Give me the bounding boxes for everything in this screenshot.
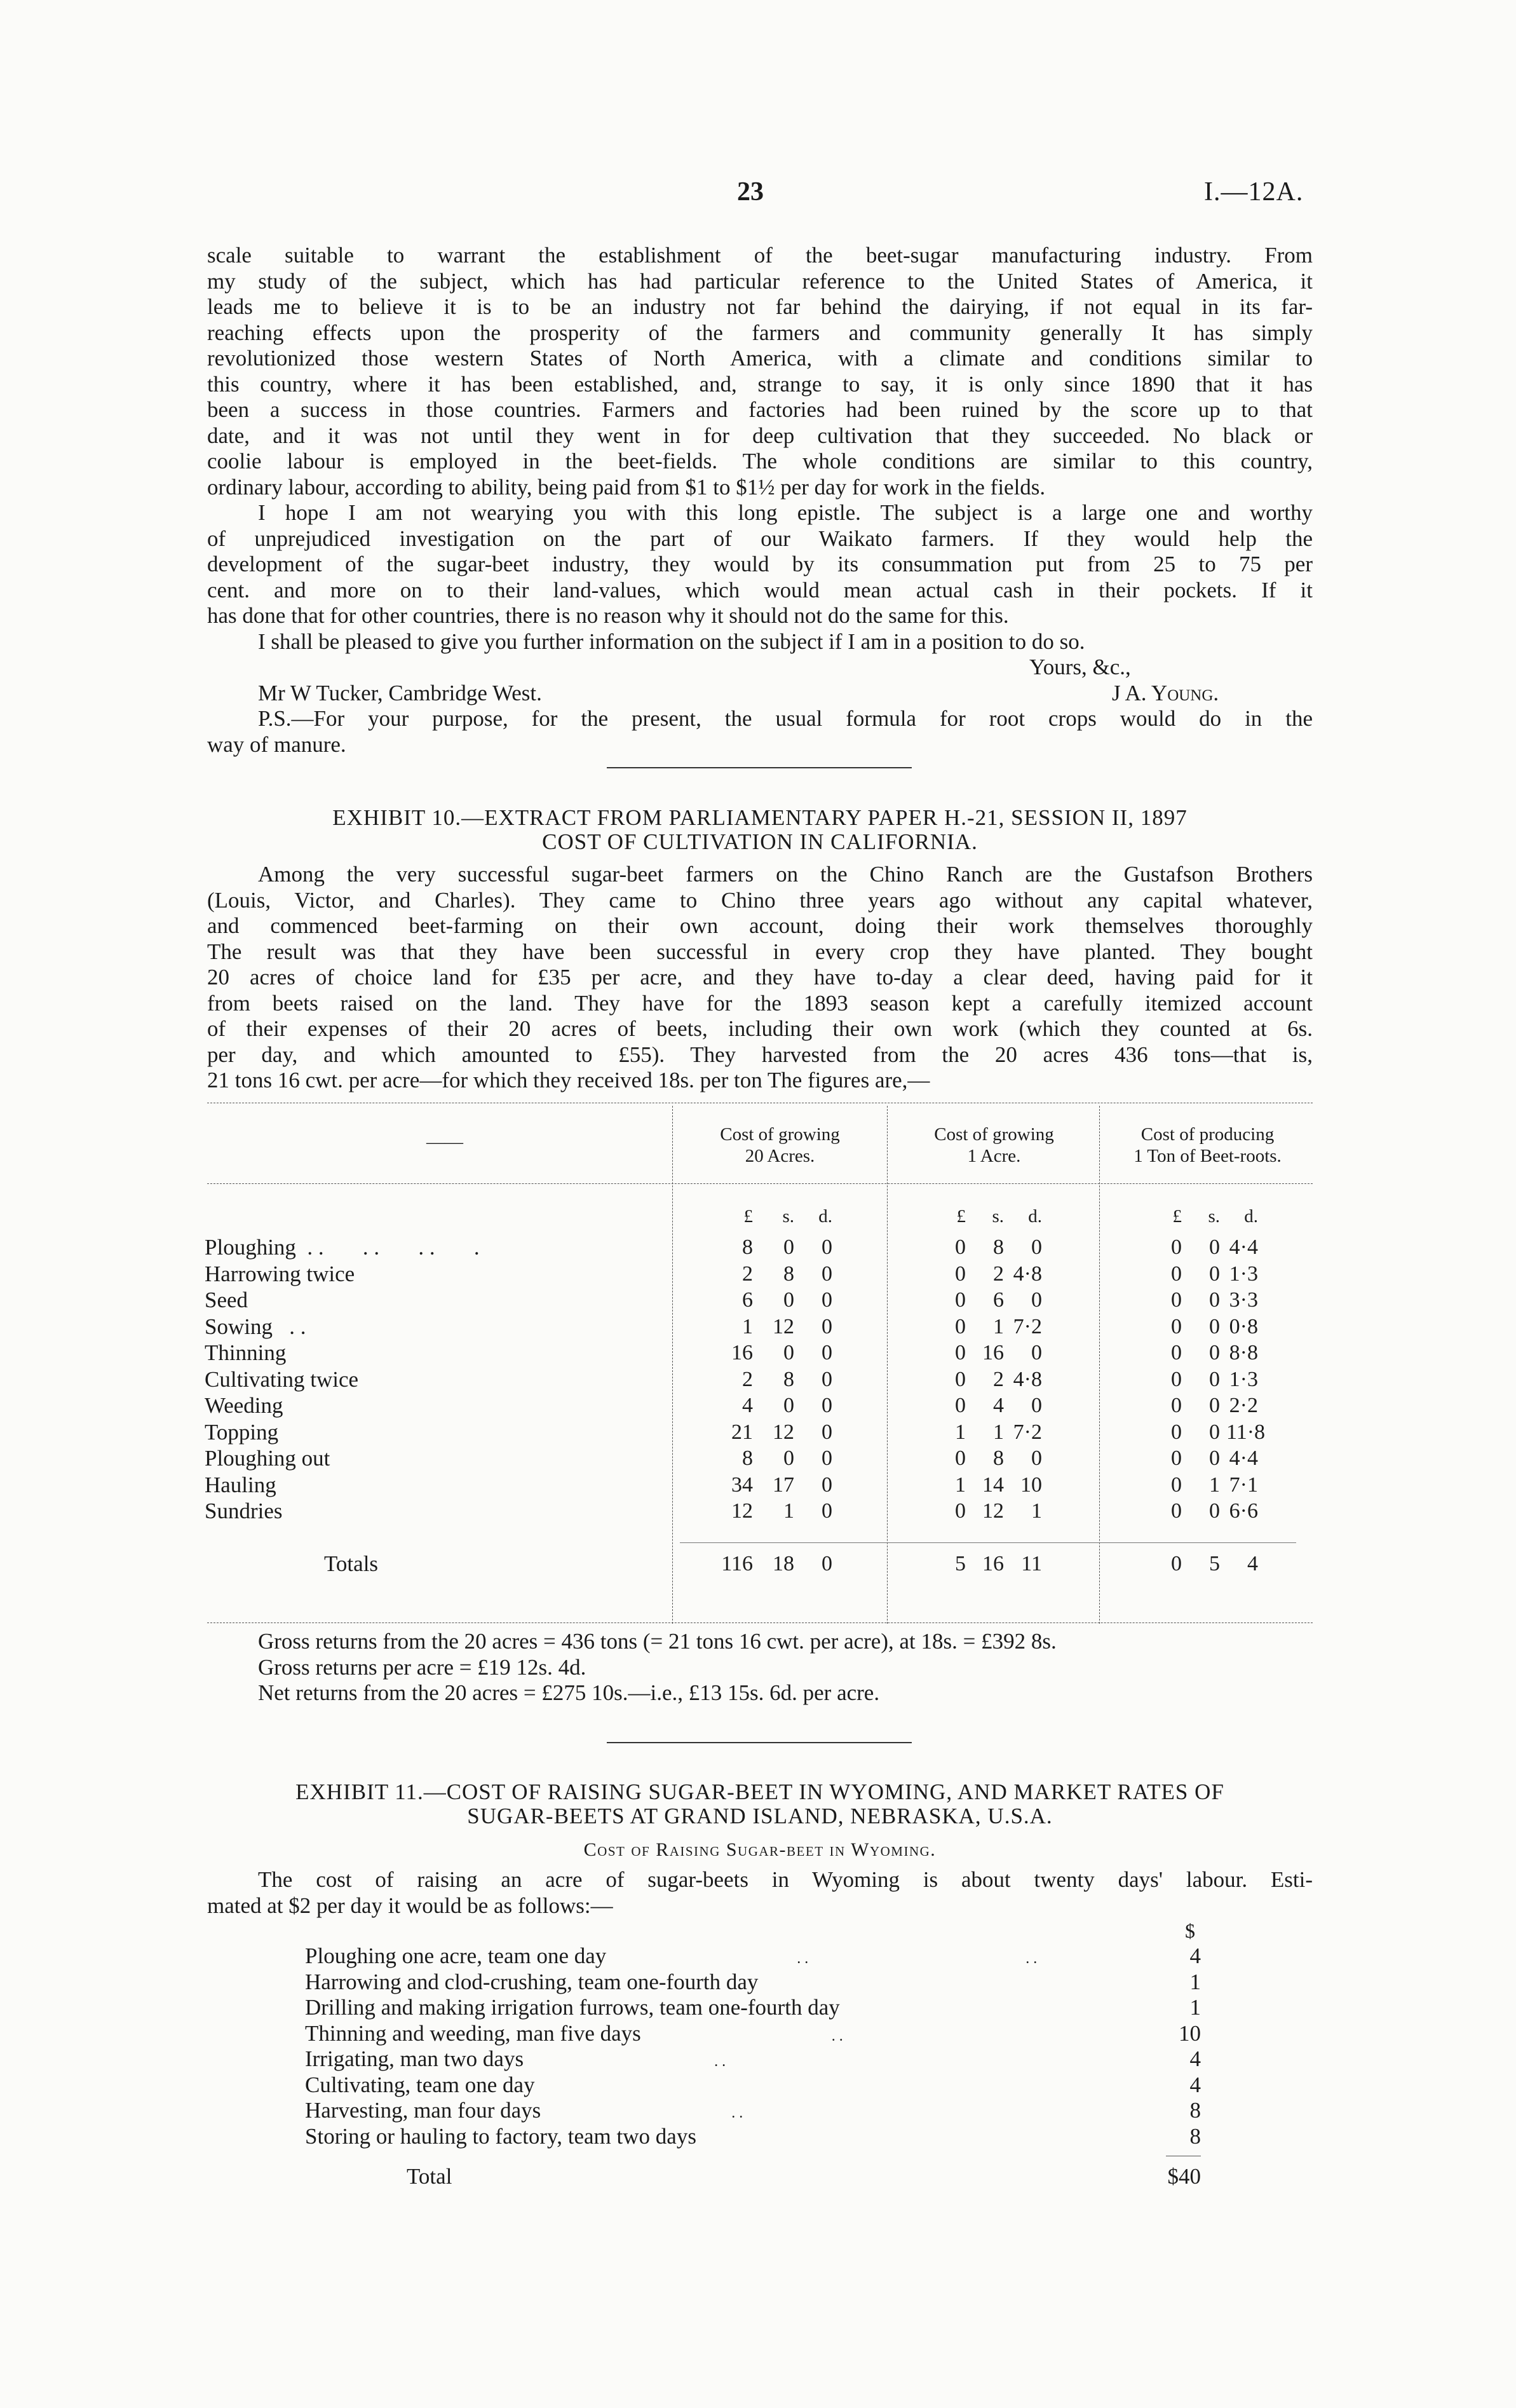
- letter-paragraph-1-line: date, and it was not until they went in for deep cultivation that they succeeded. No black or: [207, 423, 1313, 448]
- gross-returns-total: Gross returns from the 20 acres = 436 tons (= 21 tons 16 cwt. per acre), at 18s. = £392 8s.: [258, 1629, 1057, 1654]
- table-cell: 12: [982, 1499, 1004, 1523]
- totals-cell: 5: [1209, 1552, 1220, 1575]
- exhibit10-paragraph-line: 20 acres of choice land for £35 per acre, and they have to-day a clear deed, having paid for it: [207, 965, 1313, 990]
- table-row-label: Ploughing out: [205, 1446, 330, 1471]
- table-cell: 1·3: [1229, 1367, 1258, 1391]
- table-cell: 0: [1031, 1235, 1042, 1259]
- table-cell: 2: [993, 1262, 1004, 1286]
- table-cell: 4·8: [1013, 1367, 1042, 1391]
- table-cell: 0·8: [1229, 1314, 1258, 1338]
- table-cell: 1·3: [1229, 1262, 1258, 1286]
- exhibit10-paragraph-line: of their expenses of their 20 acres of beets, including their own work (which they counted at 6s.: [207, 1016, 1313, 1041]
- exhibit11-intro-line: The cost of raising an acre of sugar-beets in Wyoming is about twenty days' labour. Esti-: [258, 1867, 1313, 1892]
- totals-cell: 0: [822, 1552, 832, 1575]
- table-cell: 0: [1171, 1341, 1182, 1364]
- page-number: 23: [737, 177, 764, 207]
- gross-returns-per-acre: Gross returns per acre = £19 12s. 4d.: [258, 1654, 586, 1680]
- section-divider: [607, 767, 912, 768]
- table-cell: 2: [993, 1367, 1004, 1391]
- table-cell: 0: [955, 1394, 966, 1417]
- table-cell: 0: [1171, 1288, 1182, 1312]
- cost-item-text: Harrowing and clod-crushing, team one-fourth day: [305, 1969, 759, 1994]
- table-cell: 0: [1209, 1314, 1220, 1338]
- table-cell: 0: [955, 1446, 966, 1470]
- table-cell: 0: [1209, 1288, 1220, 1312]
- exhibit10-paragraph-line: from beets raised on the land. They have for the 1893 season kept a carefully itemized account: [207, 990, 1313, 1016]
- table-cell: 0: [1209, 1394, 1220, 1417]
- table-cell: 14: [982, 1473, 1004, 1497]
- dot-leader: . .: [831, 2027, 843, 2044]
- totals-cell: 11: [1021, 1552, 1042, 1575]
- table-cell: 0: [1171, 1499, 1182, 1523]
- table-cell: 6: [993, 1288, 1004, 1312]
- letter-paragraph-2-line: I hope I am not wearying you with this long epistle. The subject is a large one and worthy: [258, 500, 1313, 525]
- letter-paragraph-1-line: my study of the subject, which has had particular reference to the United States of America, it: [207, 268, 1313, 294]
- totals-cell: 5: [955, 1552, 966, 1575]
- table-corner-header: ——: [426, 1132, 463, 1152]
- table-cell: 7·2: [1013, 1314, 1042, 1338]
- table-cell: 1: [783, 1499, 794, 1523]
- table-row-label: Topping: [205, 1419, 279, 1445]
- table-cell: 0: [1171, 1420, 1182, 1444]
- exhibit11-intro-line: mated at $2 per day it would be as follows:—: [207, 1893, 613, 1918]
- table-cell: 1: [955, 1420, 966, 1444]
- table-cell: 0: [1171, 1262, 1182, 1286]
- total-label: Total: [407, 2164, 452, 2189]
- table-cell: 0: [1171, 1235, 1182, 1259]
- table-row-label: Weeding: [205, 1393, 283, 1418]
- table-row-label: Sowing . .: [205, 1314, 306, 1339]
- cost-item-value: 4: [1189, 2072, 1201, 2097]
- table-cell: 0: [822, 1473, 832, 1497]
- dot-leader: . .: [714, 2053, 726, 2070]
- table-cell: 1: [742, 1314, 753, 1338]
- cost-item-value: 4: [1189, 1943, 1201, 1968]
- table-cell: 0: [783, 1288, 794, 1312]
- table-cell: 8: [783, 1367, 794, 1391]
- totals-cell: 116: [721, 1552, 753, 1575]
- table-cell: 0: [1031, 1341, 1042, 1364]
- table-cell: 0: [822, 1262, 832, 1286]
- unit-label: £: [1172, 1206, 1182, 1227]
- letter-paragraph-2-line: of unprejudiced investigation on the part of our Waikato farmers. If they would help the: [207, 526, 1313, 551]
- table-cell: 0: [955, 1288, 966, 1312]
- table-cell: 10: [1020, 1473, 1042, 1497]
- table-cell: 0: [1171, 1473, 1182, 1497]
- table-cell: 0: [1209, 1341, 1220, 1364]
- letter-paragraph-2-line: development of the sugar-beet industry, they would by its consummation put from 25 to 75 per: [207, 552, 1313, 576]
- table-cell: 2: [742, 1367, 753, 1391]
- cost-item-value: 1: [1189, 1969, 1201, 1994]
- cost-item-text: Drilling and making irrigation furrows, team one-fourth day: [305, 1995, 840, 2020]
- cost-item-text: Thinning and weeding, man five days: [305, 2020, 641, 2046]
- table-cell: 8·8: [1229, 1341, 1258, 1364]
- letter-paragraph-1-line: revolutionized those western States of North America, with a climate and conditions similar to: [207, 346, 1313, 371]
- table-row-label: Hauling: [205, 1472, 276, 1497]
- cost-item-label: [305, 2046, 726, 2075]
- totals-cell: 18: [773, 1552, 794, 1575]
- cost-item-label: [305, 2021, 843, 2050]
- cost-item-text: Ploughing one acre, team one day: [305, 1943, 607, 1968]
- table-row-label: Seed: [205, 1288, 248, 1312]
- exhibit10-paragraph-line: The result was that they have been successful in every crop they have planted. They bought: [207, 939, 1313, 964]
- table-cell: 1: [993, 1420, 1004, 1444]
- table-cell: 6·6: [1229, 1499, 1258, 1523]
- letter-paragraph-1-line: ordinary labour, according to ability, being paid from $1 to $1½ per day for work in the fields.: [207, 474, 1046, 500]
- table-cell: 0: [1209, 1420, 1220, 1444]
- table-cell: 1: [1031, 1499, 1042, 1523]
- document-reference: I.—12A.: [1204, 177, 1304, 207]
- table-cell: 0: [955, 1314, 966, 1338]
- table-cell: 0: [1209, 1262, 1220, 1286]
- letter-paragraph-3: I shall be pleased to give you further information on the subject if I am in a position to do so.: [258, 629, 1085, 654]
- exhibit11-intro: [207, 1867, 1313, 1919]
- unit-label: s.: [992, 1206, 1004, 1227]
- cost-item-value: 10: [1179, 2020, 1201, 2046]
- table-cell: 8: [993, 1446, 1004, 1470]
- exhibit11-subtitle: Cost of Raising Sugar-beet in Wyoming.: [583, 1839, 937, 1860]
- table-cell: 0: [955, 1235, 966, 1259]
- unit-label: d.: [818, 1206, 832, 1227]
- exhibit10-title: EXHIBIT 10.—EXTRACT FROM PARLIAMENTARY PAPER H.-21, SESSION II, 1897 COST OF CULTIVATION IN CALIFORNIA.: [332, 805, 1188, 854]
- cost-item-value: 4: [1189, 2046, 1201, 2071]
- table-cell: 0: [1031, 1288, 1042, 1312]
- letter-paragraph-1: [207, 243, 1313, 500]
- cost-item-label: [305, 2072, 535, 2098]
- table-cell: 0: [955, 1262, 966, 1286]
- table-cell: 0: [822, 1499, 832, 1523]
- exhibit10-paragraph-line: Among the very successful sugar-beet farmers on the Chino Ranch are the Gustafson Brothers: [258, 862, 1313, 887]
- table-cell: 12: [773, 1420, 794, 1444]
- table-cell: 0: [822, 1288, 832, 1312]
- table-cell: 0: [1031, 1394, 1042, 1417]
- letter-paragraph-2-line: has done that for other countries, there is no reason why it should not do the same for this.: [207, 603, 1009, 628]
- table-cell: 1: [955, 1473, 966, 1497]
- table-cell: 16: [731, 1341, 753, 1364]
- cost-item-label: [305, 1995, 840, 2021]
- table-cell: 8: [742, 1235, 753, 1259]
- totals-cell: 4: [1247, 1552, 1258, 1575]
- table-cell: 0: [783, 1446, 794, 1470]
- table-cell: 0: [822, 1314, 832, 1338]
- table-cell: 0: [822, 1420, 832, 1444]
- letter-paragraph-1-line: leads me to believe it is to be an industry not far behind the dairying, if not equal in its far-: [207, 294, 1313, 319]
- table-cell: 4: [993, 1394, 1004, 1417]
- cost-item-label: [305, 2098, 743, 2126]
- unit-label: £: [743, 1206, 753, 1227]
- letter-closing: Yours, &c.,: [1029, 655, 1131, 679]
- table-bottom-rule: [207, 1622, 1313, 1623]
- table-cell: 16: [982, 1341, 1004, 1364]
- totals-label: Totals: [324, 1551, 379, 1576]
- letter-paragraph-1-line: coolie labour is employed in the beet-fields. The whole conditions are similar to this country,: [207, 449, 1313, 473]
- table-cell: 0: [1209, 1235, 1220, 1259]
- unit-label: £: [956, 1206, 966, 1227]
- table-cell: 17: [773, 1473, 794, 1497]
- table-cell: 21: [731, 1420, 753, 1444]
- table-totals-rule: [680, 1542, 1296, 1543]
- section-divider: [607, 1742, 912, 1743]
- cost-item-text: Irrigating, man two days: [305, 2046, 524, 2071]
- letter-paragraph-1-line: been a success in those countries. Farmers and factories had been ruined by the score up to that: [207, 397, 1313, 422]
- table-header-per-ton: Cost of producing 1 Ton of Beet-roots.: [1134, 1124, 1282, 1166]
- table-cell: 0: [1171, 1446, 1182, 1470]
- currency-label: $: [1185, 1919, 1195, 1942]
- table-cell: 8: [993, 1235, 1004, 1259]
- exhibit10-paragraph-line: per day, and which amounted to £55). They harvested from the 20 acres 436 tons—that is,: [207, 1042, 1313, 1067]
- table-cell: 7·2: [1013, 1420, 1042, 1444]
- exhibit10-paragraph-line: 21 tons 16 cwt. per acre—for which they received 18s. per ton The figures are,—: [207, 1068, 930, 1092]
- exhibit10-paragraph-line: and commenced beet-farming on their own account, doing their work themselves thoroughly: [207, 913, 1313, 938]
- cost-item-value: 8: [1189, 2123, 1201, 2149]
- table-cell: 0: [1209, 1367, 1220, 1391]
- letter-paragraph-2-line: cent. and more on to their land-values, which would mean actual cash in their pockets. If it: [207, 577, 1313, 602]
- postscript-line: P.S.—For your purpose, for the present, the usual formula for root crops would do in the: [258, 706, 1313, 731]
- dot-leader: . . . .: [797, 1950, 1038, 1967]
- table-cell: 0: [1031, 1446, 1042, 1470]
- table-cell: 2·2: [1229, 1394, 1258, 1417]
- table-cell: 0: [783, 1394, 794, 1417]
- table-cell: 0: [822, 1367, 832, 1391]
- table-cell: 12: [773, 1314, 794, 1338]
- unit-label: d.: [1028, 1206, 1042, 1227]
- letter-addressee: Mr W Tucker, Cambridge West.: [258, 681, 542, 705]
- letter-signature: J A. Young.: [1112, 681, 1219, 705]
- unit-label: s.: [1208, 1206, 1220, 1227]
- table-cell: 0: [955, 1341, 966, 1364]
- table-cell: 0: [1171, 1394, 1182, 1417]
- table-cell: 3·3: [1229, 1288, 1258, 1312]
- table-cell: 0: [783, 1235, 794, 1259]
- cost-item-text: Harvesting, man four days: [305, 2098, 541, 2123]
- table-cell: 6: [742, 1288, 753, 1312]
- cost-item-text: Cultivating, team one day: [305, 2072, 535, 2097]
- postscript-line: way of manure.: [207, 731, 346, 757]
- table-cell: 0: [822, 1446, 832, 1470]
- totals-cell: 16: [982, 1552, 1004, 1575]
- table-cell: 4·4: [1229, 1446, 1258, 1470]
- table-row-label: Sundries: [205, 1499, 283, 1523]
- table-cell: 0: [822, 1235, 832, 1259]
- table-cell: 12: [731, 1499, 753, 1523]
- cost-item-text: Storing or hauling to factory, team two days: [305, 2123, 696, 2149]
- net-returns: Net returns from the 20 acres = £275 10s.—i.e., £13 15s. 6d. per acre.: [258, 1680, 880, 1705]
- cost-item-label: [305, 2124, 696, 2150]
- table-cell: 0: [822, 1341, 832, 1364]
- table-row-label: Thinning: [205, 1340, 287, 1365]
- totals-cell: 0: [1171, 1552, 1182, 1575]
- unit-label: d.: [1244, 1206, 1258, 1227]
- table-cell: 1: [1209, 1473, 1220, 1497]
- table-cell: 1: [993, 1314, 1004, 1338]
- table-cell: 0: [783, 1341, 794, 1364]
- table-row-label: Ploughing . . . . . . .: [205, 1235, 480, 1260]
- returns-block: [258, 1629, 1057, 1706]
- table-cell: 7·1: [1229, 1473, 1258, 1497]
- table-cell: 0: [1171, 1314, 1182, 1338]
- table-cell: 0: [1171, 1367, 1182, 1391]
- table-cell: 2: [742, 1262, 753, 1286]
- unit-label: s.: [782, 1206, 794, 1227]
- table-cell: 8: [783, 1262, 794, 1286]
- table-cell: 0: [1209, 1446, 1220, 1470]
- exhibit10-paragraph: [207, 862, 1313, 1094]
- total-value: $40: [1167, 2164, 1201, 2189]
- table-row-label: Cultivating twice: [205, 1366, 359, 1392]
- table-header-1-acre: Cost of growing 1 Acre.: [934, 1124, 1054, 1166]
- table-cell: 4·8: [1013, 1262, 1042, 1286]
- cost-item-label: [305, 1969, 758, 1996]
- cost-item-value: 8: [1189, 2098, 1201, 2123]
- table-cell: 4: [742, 1394, 753, 1417]
- exhibit10-paragraph-line: (Louis, Victor, and Charles). They came to Chino three years ago without any capital whatever,: [207, 887, 1313, 913]
- letter-paragraph-1-line: scale suitable to warrant the establishment of the beet-sugar manufacturing industry. From: [207, 243, 1313, 268]
- table-header-20-acres: Cost of growing 20 Acres.: [720, 1124, 840, 1166]
- table-cell: 4·4: [1229, 1235, 1258, 1259]
- letter-paragraph-1-line: reaching effects upon the prosperity of the farmers and community generally It has simply: [207, 320, 1313, 345]
- table-cell: 8: [742, 1446, 753, 1470]
- cost-item-label: [305, 1943, 1037, 1972]
- letter-paragraph-2: [207, 500, 1313, 629]
- exhibit11-title: EXHIBIT 11.—COST OF RAISING SUGAR-BEET IN WYOMING, AND MARKET RATES OF SUGAR-BEETS AT GRAND ISLAND, NEBRASKA, U.S.A.: [295, 1779, 1224, 1828]
- dot-leader: . .: [731, 2105, 743, 2121]
- table-header-rule: [207, 1183, 1313, 1184]
- cost-item-value: 1: [1189, 1995, 1201, 2020]
- letter-postscript: [207, 706, 1313, 758]
- table-cell: 0: [822, 1394, 832, 1417]
- table-cell: 0: [955, 1367, 966, 1391]
- table-cell: 11·8: [1226, 1420, 1266, 1444]
- table-cell: 0: [1209, 1499, 1220, 1523]
- letter-paragraph-1-line: this country, where it has been established, and, strange to say, it is only since 1890 that it has: [207, 371, 1313, 397]
- table-row-label: Harrowing twice: [205, 1261, 355, 1286]
- table-cell: 34: [731, 1473, 753, 1497]
- table-cell: 0: [955, 1499, 966, 1523]
